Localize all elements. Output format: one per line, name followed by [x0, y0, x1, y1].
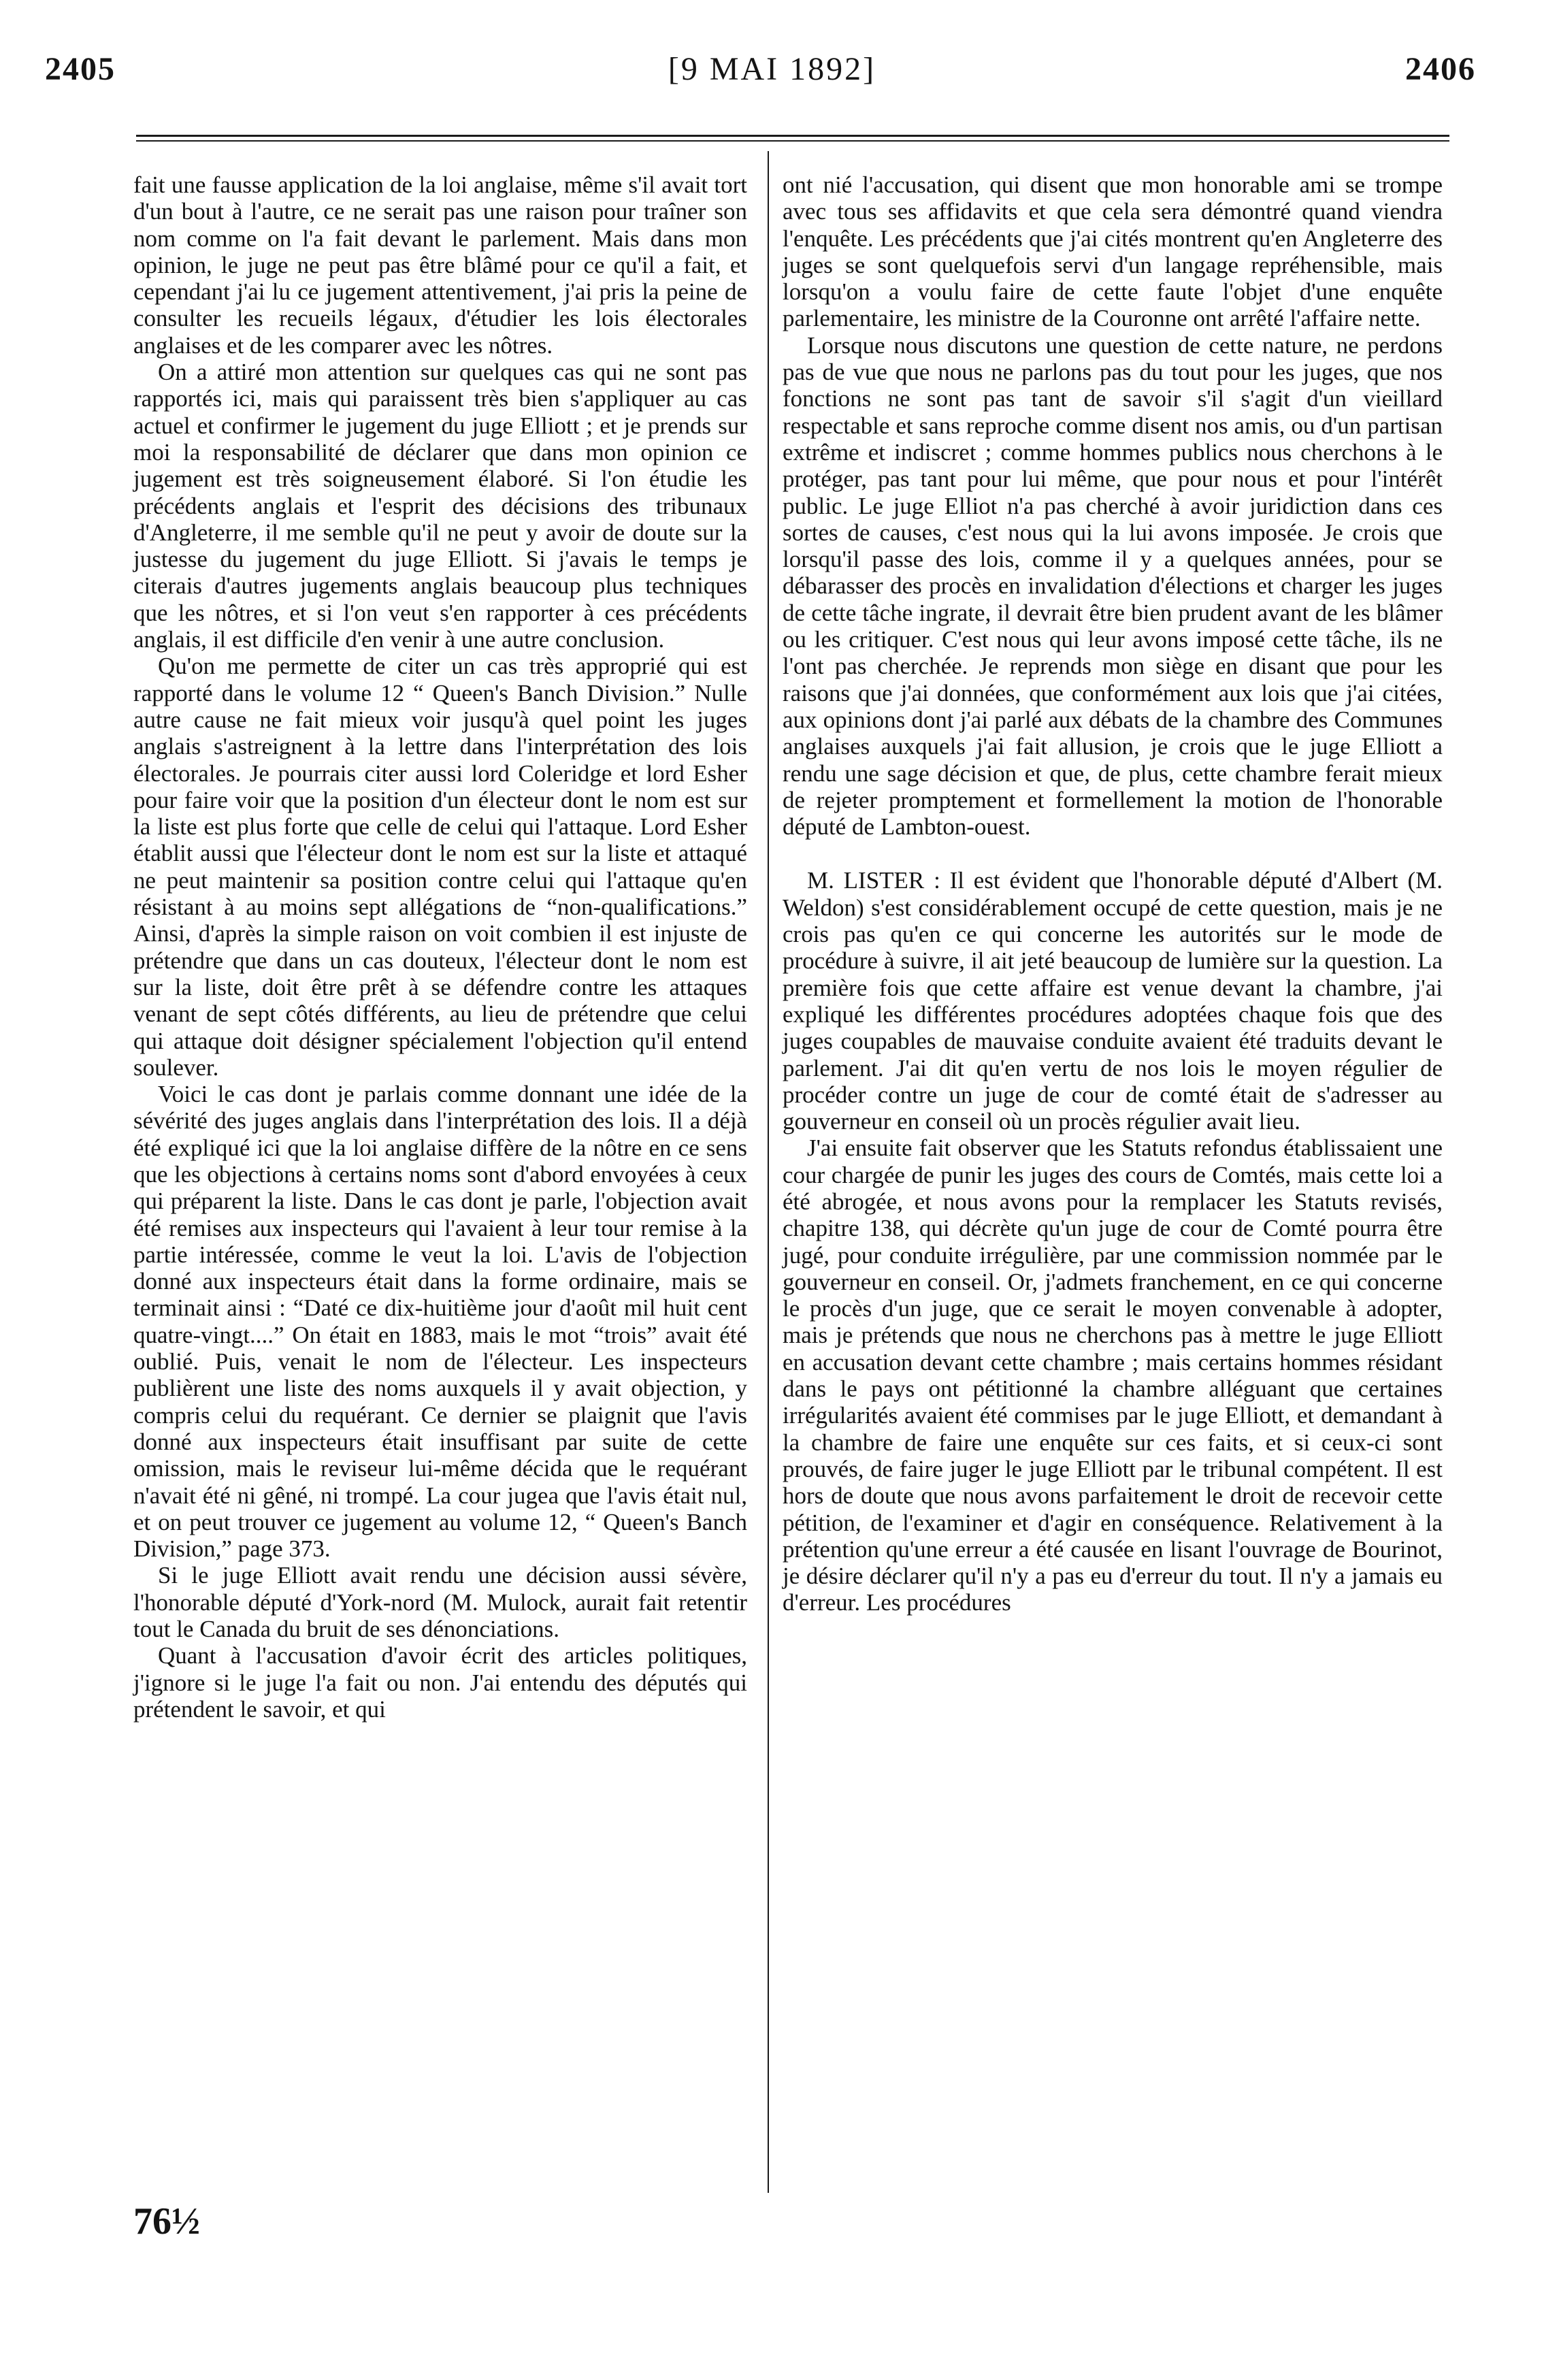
page-header — [0, 0, 1544, 136]
paragraph: Lorsque nous discutons une question de cette nature, ne perdons pas de vue que nous ne parlons pas du tout pour les juges, que nos fonctions ne sont pas tant de savoir s'il s'agit d'un vieillard respectable et sans reproche comme disent nos amis, ou d'un partisan extrême et indiscret ; comme hommes publics nous cherchons à le protéger, pas tant pour lui même, que pour nous et pour l'intérêt public. Le juge Elliot n'a pas cherché à avoir juridiction dans ces sortes de causes, c'est nous qui la lui avons imposée. Je crois que lorsqu'il passe des lois, comme il y a quelques années, pour se débarasser des procès en invalidation d'élections et charger les juges de cette tâche ingrate, il devrait être bien prudent avant de les blâmer ou les critiquer. C'est nous qui leur avons imposé cette tâche, ils ne l'ont pas cherchée. Je reprends mon siège en disant que pour les raisons que j'ai données, que conformément aux lois que j'ai citées, aux opinions dont j'ai parlé aux débats de la chambre des Communes anglaises auxquels j'ai fait allusion, je crois que le juge Elliott a rendu une sage décision et que, de plus, cette chambre ferait mieux de rejeter promptement et formellement la motion de l'honorable député de Lambton-ouest. — [783, 331, 1443, 841]
page-number-left: 2405 — [45, 51, 116, 87]
header-date: [9 MAI 1892] — [668, 51, 876, 87]
header-rule — [136, 135, 1449, 137]
left-column — [133, 172, 747, 1723]
page-number-right: 2406 — [1405, 51, 1476, 87]
speaker-paragraph: M. LISTER : Il est évident que l'honorable député d'Albert (M. Weldon) s'est considérablement occupé de cette question, mais je ne crois pas qu'en ce qui concerne les autorités sur le mode de procédure à suivre, il ait jeté beaucoup de lumière sur la question. La première fois que cette affaire est venue devant la chambre, j'ai expliqué les différentes procédures adoptées chaque fois que des juges coupables de mauvaise conduite avaient été traduits devant le parlement. J'ai dit qu'en vertu de nos lois le moyen régulier de procéder contre un juge de cour de comté était de s'adresser au gouverneur en conseil où un procès régulier avait lieu. — [783, 867, 1443, 1135]
paragraph: Si le juge Elliott avait rendu une décision aussi sévère, l'honorable député d'York-nord (M. Mulock, aurait fait retentir tout le Canada du bruit de ses dénonciations. — [133, 1562, 747, 1643]
paragraph: Voici le cas dont je parlais comme donnant une idée de la sévérité des juges anglais dans l'interprétation des lois. Il a déjà été expliqué ici que la loi anglaise diffère de la nôtre en ce sens que les objections à certains noms sont d'abord envoyées à ceux qui préparent la liste. Dans le cas dont je parle, l'objection avait été remises aux inspecteurs qui l'avaient à leur tour remise à la partie intéressée, comme le veut la loi. L'avis de l'objection donné aux inspecteurs était dans la forme ordinaire, mais se terminait ainsi : “Daté ce dix-huitième jour d'août mil huit cent quatre-vingt....” On était en 1883, mais le mot “trois” avait été oublié. Puis, venait le nom de l'électeur. Les inspecteurs publièrent une liste des noms auxquels il y avait objection, y compris celui du requérant. Ce dernier se plaignit que l'avis donné aux inspecteurs était insuffisant par suite de cette omission, mais le reviseur lui-même décida que le requérant n'avait été ni gêné, ni trompé. La cour jugea que l'avis était nul, et on peut trouver ce jugement au volume 12, “ Queen's Banch Division,” page 373. — [133, 1081, 747, 1563]
column-divider — [768, 151, 769, 2193]
right-column — [783, 172, 1443, 1616]
paragraph: Quant à l'accusation d'avoir écrit des articles politiques, j'ignore si le juge l'a fait ou non. J'ai entendu des députés qui prétendent le savoir, et qui — [133, 1642, 747, 1723]
paragraph: Qu'on me permette de citer un cas très approprié qui est rapporté dans le volume 12 “ Queen's Banch Division.” Nulle autre cause ne fait mieux voir jusqu'à quel point les juges anglais s'astreignent à la lettre dans l'interprétation des lois électorales. Je pourrais citer aussi lord Coleridge et lord Esher pour faire voir que la position d'un électeur dont le nom est sur la liste est plus forte que celle de celui qui l'attaque. Lord Esher établit aussi que l'électeur dont le nom est sur la liste et attaqué ne peut maintenir sa position contre celui qui l'attaque qu'en résistant à au moins sept allégations de “non-qualifications.” Ainsi, d'après la simple raison on voit combien il est injuste de prétendre que dans un cas douteux, l'électeur dont le nom est sur la liste, doit être prêt à se défendre contre les attaques venant de sept côtés différents, au lieu de prétendre que celui qui attaque doit désigner spécialement l'objection qu'il entend soulever. — [133, 653, 747, 1081]
header-rule-secondary — [136, 140, 1449, 142]
paragraph: On a attiré mon attention sur quelques cas qui ne sont pas rapportés ici, mais qui paraissent très bien s'appliquer au cas actuel et confirmer le jugement du juge Elliott ; et je prends sur moi la responsabilité de déclarer que dans mon opinion ce jugement est très soigneusement élaboré. Si l'on étudie les précédents anglais et l'esprit des décisions des tribunaux d'Angleterre, il me semble qu'il ne peut y avoir de doute sur la justesse du jugement du juge Elliott. Si j'avais le temps je citerais d'autres jugements anglais beaucoup plus techniques que les nôtres, et si l'on veut s'en rapporter à ces précédents anglais, il est difficile d'en venir à une autre conclusion. — [133, 359, 747, 653]
paragraph: fait une fausse application de la loi anglaise, même s'il avait tort d'un bout à l'autre, ce ne serait pas une raison pour traîner son nom comme on l'a fait devant le parlement. Mais dans mon opinion, le juge ne peut pas être blâmé pour ce qu'il a fait, et cependant j'ai lu ce jugement attentivement, j'ai pris la peine de consulter les recueils légaux, d'étudier les lois électorales anglaises et de les comparer avec les nôtres. — [133, 172, 747, 359]
paragraph: ont nié l'accusation, qui disent que mon honorable ami se trompe avec tous ses affidavits et que cela sera démontré quand viendra l'enquête. Les précédents que j'ai cités montrent qu'en Angleterre des juges se sont quelquefois servi d'un langage repréhensible, mais lorsqu'on a voulu faire de cette faute l'objet d'une enquête parlementaire, les ministre de la Couronne ont arrêté l'affaire nette. — [783, 172, 1443, 332]
paragraph: J'ai ensuite fait observer que les Statuts refondus établissaient une cour chargée de punir les juges des cours de Comtés, mais cette loi a été abrogée, et nous avons pour la remplacer les Statuts revisés, chapitre 138, qui décrète qu'un juge de cour de Comté pourra être jugé, pour conduite irrégulière, par une commission nommée par le gouverneur en conseil. Or, j'admets franchement, en ce qui concerne le procès d'un juge, que ce serait le moyen convenable à adopter, mais je prétends que nous ne cherchons pas à mettre le juge Elliott en accusation devant cette chambre ; mais certains hommes résidant dans le pays ont pétitionné la chambre alléguant que certaines irrégularités avaient été commises par le juge Elliott, et demandant à la chambre de faire une enquête sur ces faits, et si ceux-ci sont prouvés, de faire juger le juge Elliott par le tribunal compétent. Il est hors de doute que nous avons parfaitement le droit de recevoir cette pétition, de l'examiner et d'agir en conséquence. Relativement à la prétention qu'une erreur a été causée en lisant l'ouvrage de Bourinot, je désire déclarer qu'il n'y a pas eu d'erreur du tout. Il n'y a jamais eu d'erreur. Les procédures — [783, 1135, 1443, 1616]
folio-mark: 76½ — [133, 2200, 200, 2243]
